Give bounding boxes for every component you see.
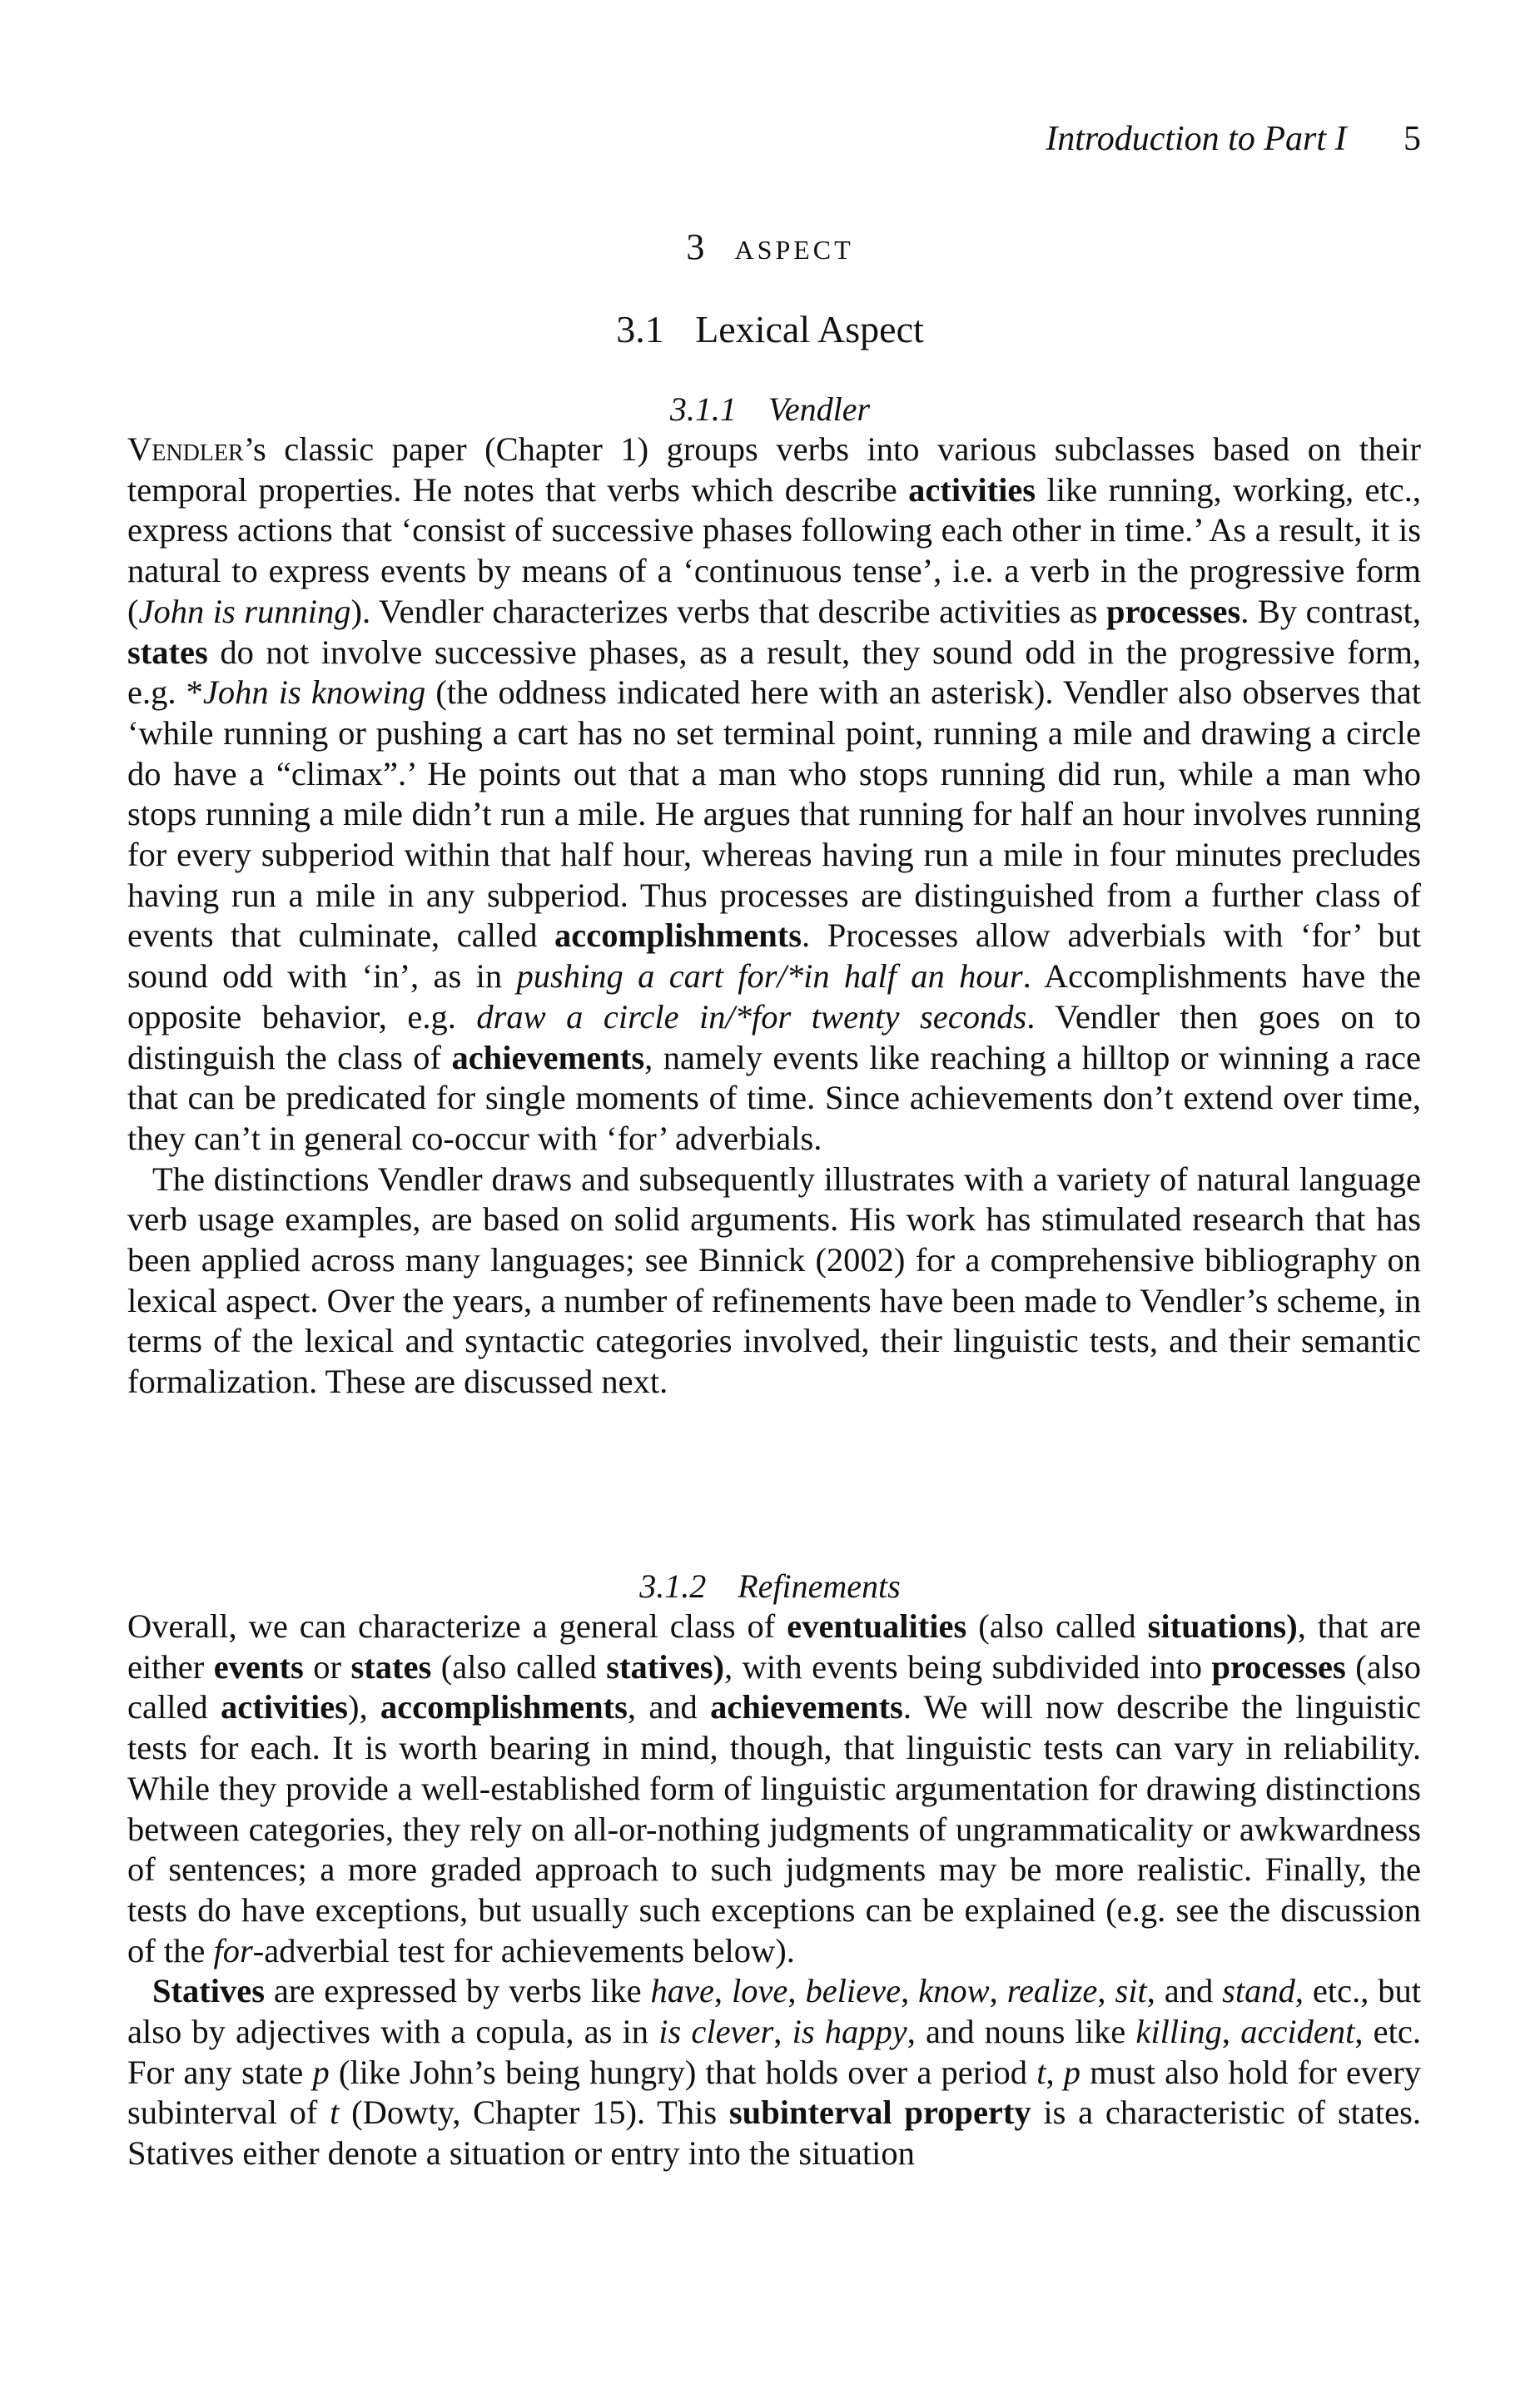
- italic-example: t: [1036, 2053, 1046, 2091]
- subsection-number: 3.1.2: [639, 1567, 707, 1605]
- italic-example: for: [213, 1931, 253, 1969]
- chapter-number: 3: [686, 226, 705, 267]
- italic-example: accident: [1240, 2013, 1355, 2051]
- text-run: , etc. For any state: [127, 2013, 1421, 2091]
- text-run: . Vendler then goes on to distinguish the class of: [127, 997, 1421, 1076]
- italic-example: stand: [1222, 1972, 1295, 2010]
- text-run: (Dowty, Chapter 15). This: [339, 2094, 729, 2132]
- text-run: , etc., but also by adjectives with a copula, as in: [127, 1972, 1422, 2051]
- bold-term: situations): [1147, 1607, 1298, 1645]
- text-run: (the oddness indicated here with an asterisk). Vendler also observes that ‘while running or pushing a cart has no set terminal point, running a mile and drawing a circle do have a “climax”.’ He points out that a man who stops running did run, while a man who stops running a mile didn’t run a mile. He argues that running for half an hour involves running for every subperiod within that half hour, whereas having run a mile in four minutes precludes having run a mile in any subperiod. Thus processes are distinguished from a further class of events that culminate, called: [127, 673, 1421, 955]
- bold-term: activities: [908, 470, 1036, 509]
- text-run: . By contrast,: [1240, 592, 1421, 630]
- italic-example: p: [1063, 2053, 1080, 2091]
- bold-term: activities: [221, 1688, 348, 1726]
- subsection-heading-vendler: [0, 390, 1540, 430]
- text-run: (also called: [966, 1607, 1148, 1645]
- text-run: ,: [1097, 1972, 1115, 2010]
- bold-term: eventualities: [787, 1607, 967, 1645]
- text-run: . Accomplishments have the opposite behavior, e.g.: [127, 957, 1421, 1036]
- text-run: ),: [347, 1688, 380, 1726]
- text-run: ,: [989, 1972, 1007, 2010]
- chapter-title: ASPECT: [734, 235, 854, 265]
- italic-example: draw a circle in/*for twenty seconds: [476, 997, 1027, 1036]
- italic-example: killing: [1135, 2013, 1222, 2051]
- subsection-title: Vendler: [768, 390, 871, 428]
- bold-term: subinterval property: [728, 2094, 1031, 2132]
- text-run: ,: [1046, 2053, 1064, 2091]
- section-title: Lexical Aspect: [695, 308, 924, 350]
- text-run: ,: [713, 1972, 732, 2010]
- italic-example: John is running: [138, 592, 351, 630]
- text-run: must also hold for every subinterval of: [127, 2053, 1421, 2132]
- text-run: , namely events like reaching a hilltop or winning a race that can be predicated for single moments of time. Since achievements don’t extend over time, they can’t in general co-occur with ‘for’ adverbials.: [127, 1038, 1421, 1157]
- text-run: is a characteristic of states. Statives either denote a situation or entry into the situation: [127, 2094, 1421, 2173]
- bold-term: accomplishments: [380, 1688, 628, 1726]
- paragraph: [127, 430, 1421, 1160]
- italic-example: is clever: [658, 2013, 774, 2051]
- text-run: are expressed by verbs like: [265, 1972, 651, 2010]
- text-run: -adverbial test for achievements below).: [252, 1931, 795, 1969]
- italic-example: love: [731, 1972, 788, 2010]
- italic-example: realize: [1006, 1972, 1098, 2010]
- bold-term: achievements: [710, 1688, 903, 1726]
- chapter-heading: [0, 226, 1540, 271]
- subsection-heading-refinements: [0, 1567, 1540, 1607]
- text-run: , and: [627, 1688, 711, 1726]
- italic-example: t: [330, 2094, 340, 2132]
- italic-example: sit: [1115, 1972, 1147, 2010]
- author-name: Vendler: [127, 430, 244, 468]
- italic-example: p: [312, 2053, 330, 2091]
- bold-term: states: [127, 633, 208, 671]
- text-run: (also called: [127, 1647, 1421, 1726]
- bold-term: states: [350, 1647, 432, 1686]
- section-heading: [0, 306, 1540, 353]
- section-number: 3.1: [616, 308, 664, 350]
- italic-example: know: [918, 1972, 990, 2010]
- running-head: [1046, 118, 1421, 160]
- text-run: (like John’s being hungry) that holds over a period: [329, 2053, 1037, 2091]
- bold-term: accomplishments: [554, 916, 802, 955]
- bold-term: processes: [1211, 1647, 1346, 1686]
- text-run: , and nouns like: [907, 2013, 1136, 2051]
- italic-example: have: [650, 1972, 714, 2010]
- paragraph: [127, 1971, 1421, 2174]
- italic-example: John is knowing: [202, 673, 426, 712]
- text-run: , that are either: [127, 1607, 1421, 1686]
- running-head-title: Introduction to Part I: [1046, 120, 1347, 158]
- italic-example: is happy: [792, 2013, 907, 2051]
- text-run: do not involve successive phases, as a result, they sound odd in the progressive form, e.g. *: [127, 633, 1421, 712]
- body-text-refinements: [127, 1607, 1421, 2174]
- body-text-vendler: [127, 430, 1421, 1403]
- text-run: , and: [1146, 1972, 1223, 2010]
- text-run: like running, working, etc., express actions that ‘consist of successive phases following each other in time.’ As a result, it is natural to express events by means of a ‘continuous tense’, i.e. a verb in the progressive form (: [127, 470, 1421, 630]
- text-run: ,: [787, 1972, 806, 2010]
- text-run: (also called: [431, 1647, 607, 1686]
- paragraph: [127, 1160, 1421, 1403]
- subsection-title: Refinements: [738, 1567, 901, 1605]
- text-run: The distinctions Vendler draws and subsequently illustrates with a variety of natural language verb usage examples, are based on solid arguments. His work has stimulated research that has been applied across many languages; see Binnick (2002) for a comprehensive bibliography on lexical aspect. Over the years, a number of refinements have been made to Vendler’s scheme, in terms of the lexical and syntactic categories involved, their linguistic tests, and their semantic formalization. These are discussed next.: [127, 1160, 1421, 1401]
- text-run: ,: [1221, 2013, 1241, 2051]
- paragraph: [127, 1607, 1421, 1971]
- text-run: ,: [901, 1972, 919, 2010]
- text-run: . Processes allow adverbials with ‘for’ but sound odd with ‘in’, as in: [127, 916, 1421, 996]
- subsection-number: 3.1.1: [669, 390, 737, 428]
- text-run: Overall, we can characterize a general class of: [127, 1607, 787, 1645]
- text-run: ’s classic paper (Chapter 1) groups verbs into various subclasses based on their temporal properties. He notes that verbs which describe: [127, 430, 1421, 509]
- text-run: ). Vendler characterizes verbs that describe activities as: [350, 592, 1107, 630]
- text-run: ,: [773, 2013, 792, 2051]
- page-number: 5: [1403, 120, 1421, 158]
- bold-term: Statives: [152, 1972, 265, 2010]
- bold-term: achievements: [451, 1038, 645, 1076]
- text-run: , with events being subdivided into: [723, 1647, 1212, 1686]
- text-run: or: [303, 1647, 351, 1686]
- italic-example: pushing a cart for/*in half an hour: [516, 957, 1023, 996]
- bold-term: events: [213, 1647, 304, 1686]
- bold-term: processes: [1106, 592, 1241, 630]
- bold-term: statives): [606, 1647, 724, 1686]
- italic-example: believe: [805, 1972, 902, 2010]
- text-run: . We will now describe the linguistic tests for each. It is worth bearing in mind, though, that linguistic tests can vary in reliability. While they provide a well-established form of linguistic argumentation for drawing distinctions between categories, they rely on all-or-nothing judgments of ungrammaticality or awkwardness of sentences; a more graded approach to such judgments may be more realistic. Finally, the tests do have exceptions, but usually such exceptions can be explained (e.g. see the discussion of the: [127, 1688, 1421, 1969]
